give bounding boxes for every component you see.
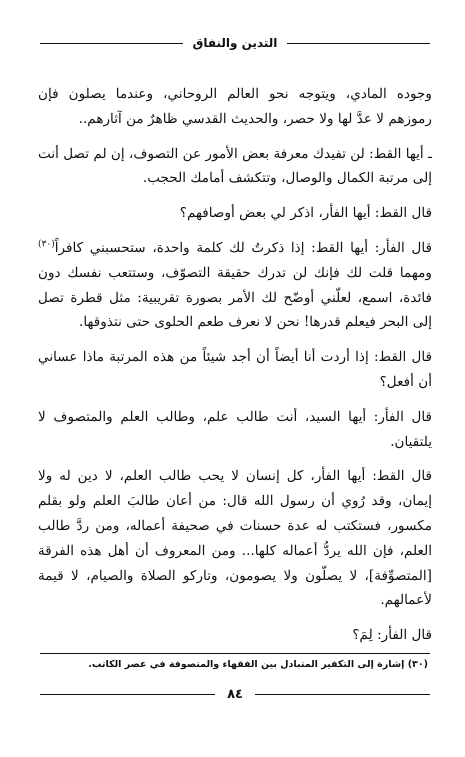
paragraph-4 [38, 236, 432, 335]
footnote-number: (٣٠) [407, 659, 428, 670]
paragraph-2: ـ أيها القط: لن تفيدك معرفة بعض الأمور عن التصوف، إن لم تصل أنت إلى مرتبة الكمال والوصال، وتتكشف أمامك الحجب. [37, 145, 432, 187]
paragraph-6: قال الفأر: أيها السيد، أنت طالب علم، وطالب العلم والمتصوف لا يلتقيان. [38, 408, 432, 450]
footnote-separator [40, 653, 430, 654]
paragraph-3: قال القط: أيها الفأر، اذكر لي بعض أوصافهم؟ [179, 205, 432, 222]
page-footer [40, 684, 430, 704]
header-rule-left [40, 43, 183, 44]
page-number: ٨٤ [227, 686, 243, 702]
body-text [38, 82, 432, 648]
footnote-marker: (٣٠) [38, 239, 55, 250]
paragraph-5: قال القط: إذا أردت أنا أيضاً أن أجد شيئاً من هذه المرتبة ماذا عساني أن أفعل؟ [38, 349, 432, 390]
paragraph-1: وجوده المادي، ويتوجه نحو العالم الروحاني، وعندما يصلون فإن رموزهم لا عدَّ لها ولا حصر، والحديث القدسي ظاهرٌ من آثارهم.. [38, 86, 432, 127]
paragraph-8: قال الفأر: لِمَ؟ [352, 627, 432, 644]
footnote [40, 658, 428, 672]
header-rule-right [287, 43, 430, 44]
running-header [40, 33, 430, 53]
footer-rule-left [40, 694, 215, 695]
paragraph-4-start: قال الفأر: أيها القط: إذا ذكرتُ لك كلمة واحدة، ستحسبني كافراً [54, 239, 432, 256]
footnote-text: إشارة إلى التكفير المتبادل بين الفقهاء والمتصوفة في عصر الكاتب. [88, 659, 405, 670]
paragraph-7: قال القط: أيها الفأر، كل إنسان لا يحب طالب العلم، لا دين له ولا إيمان، وقد رُوي أن رسول الله قال: من أعان طالبَ العلم ولو بقلم مكسور، فستكتب له عدة حسنات في صحيفة أعماله، ومن ردَّ طالب العلم، فإن الله يردُّ أعماله كلها... ومن المعروف أن أهل هذه الفرقة [المتصوِّفة]، لا يصلّون ولا يصومون، وتاركو الصلاة والصيام، لا قيمة لأعمالهم. [38, 468, 432, 609]
footer-rule-right [255, 694, 430, 695]
running-title: التدين والنفاق [192, 36, 278, 50]
paragraph-4-rest: ومهما قلت لك فإنك لن تدرك حقيقة التصوّف، وستتعب نفسك دون فائدة، اسمع، لعلّني أوضّح لك الأمر بصورة تقريبية: مثل قطرة تصل إلى البحر فيعلم قدرها! نحن لا نعرف طعم الحلوى حتى نتذوقها. [38, 264, 432, 331]
